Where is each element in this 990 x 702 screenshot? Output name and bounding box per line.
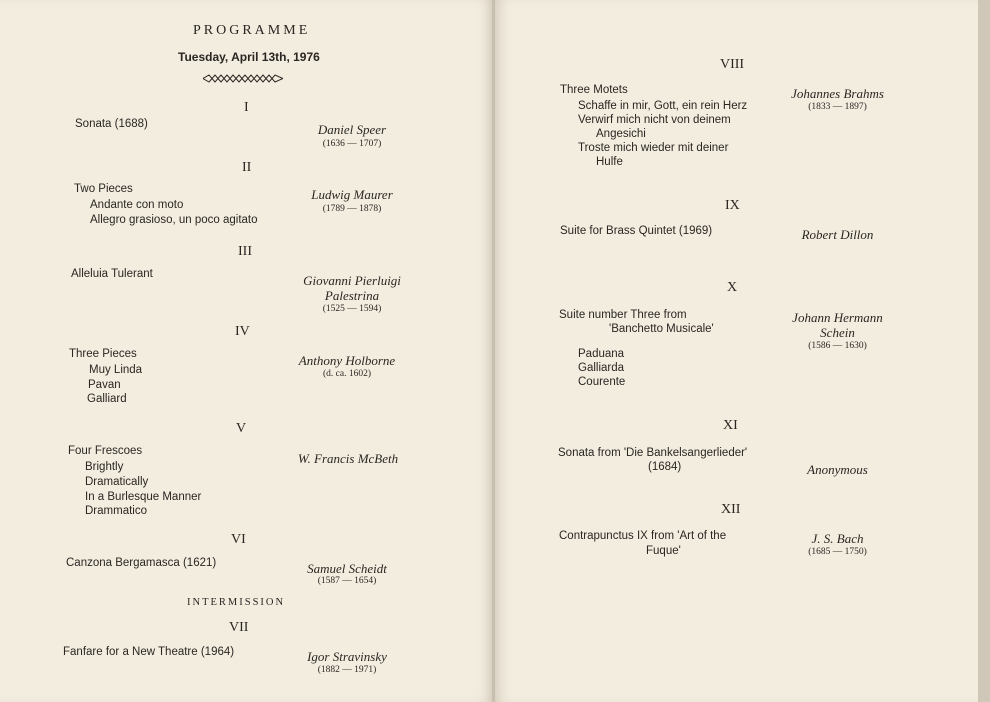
piece-number: II xyxy=(242,160,252,175)
composer-dates: (1882 — 1971) xyxy=(317,665,377,675)
composer-dates: (d. ca. 1602) xyxy=(322,369,371,379)
piece-number: V xyxy=(236,421,247,436)
piece-number: VI xyxy=(231,532,246,547)
piece-title: Suite for Brass Quintet (1969) xyxy=(560,225,713,237)
composer-name: Robert Dillon xyxy=(801,227,874,242)
composer-name: Ludwig Maurer xyxy=(311,187,393,202)
composer-name: Schein xyxy=(820,325,855,340)
movement: Brightly xyxy=(85,461,124,473)
movement: Schaffe in mir, Gott, ein rein Herz xyxy=(578,100,748,112)
piece-number: III xyxy=(238,244,252,259)
piece-number: VIII xyxy=(720,57,745,72)
piece-title: Three Motets xyxy=(560,84,628,96)
piece-title: Suite number Three from xyxy=(559,309,687,321)
page-edge xyxy=(978,0,990,702)
movement: Troste mich wieder mit deiner xyxy=(578,142,729,154)
piece-title: Canzona Bergamasca (1621) xyxy=(66,557,217,569)
movement: Verwirf mich nicht von deinem xyxy=(578,114,731,126)
composer-dates: (1685 — 1750) xyxy=(808,547,867,557)
movement: Pavan xyxy=(88,379,121,391)
composer-name: J. S. Bach xyxy=(811,531,864,546)
composer-name: Johannes Brahms xyxy=(791,86,884,101)
movement: Andante con moto xyxy=(90,199,184,211)
movement: Angesichi xyxy=(596,128,646,140)
piece-title-line2: Fuque' xyxy=(646,545,681,557)
movement: Dramatically xyxy=(85,476,149,488)
intermission-label: INTERMISSION xyxy=(187,597,286,608)
piece-number: X xyxy=(727,280,738,295)
composer-name: Igor Stravinsky xyxy=(307,649,387,664)
composer-name: Anonymous xyxy=(807,462,868,477)
composer-name: Johann Hermann xyxy=(792,310,883,325)
composer-name: Anthony Holborne xyxy=(298,353,396,368)
composer-dates: (1525 — 1594) xyxy=(322,304,382,314)
piece-title: Fanfare for a New Theatre (1964) xyxy=(63,646,235,658)
piece-title: Contrapunctus IX from 'Art of the xyxy=(559,530,727,542)
piece-title: Alleluia Tulerant xyxy=(71,268,153,280)
movement: Hulfe xyxy=(596,156,623,168)
composer-name: W. Francis McBeth xyxy=(297,451,399,466)
piece-title-line2: (1684) xyxy=(648,461,682,473)
movement: Muy Linda xyxy=(89,364,143,376)
composer-name: Samuel Scheidt xyxy=(307,561,387,576)
piece-title: Sonata (1688) xyxy=(75,118,148,130)
ornament-divider-icon xyxy=(203,74,283,83)
composer-name: Giovanni Pierluigi xyxy=(303,273,401,288)
concert-date: Tuesday, April 13th, 1976 xyxy=(178,50,320,64)
piece-title: Three Pieces xyxy=(69,348,137,360)
programme-title: PROGRAMME xyxy=(193,23,311,38)
piece-number: I xyxy=(244,100,249,115)
piece-number: XI xyxy=(723,418,738,433)
piece-number: XII xyxy=(721,502,741,517)
piece-title: Sonata from 'Die Bankelsangerlieder' xyxy=(558,447,748,459)
piece-title: Two Pieces xyxy=(74,183,133,195)
movement: Drammatico xyxy=(85,505,147,517)
composer-dates: (1636 — 1707) xyxy=(322,139,382,149)
piece-title: Four Frescoes xyxy=(68,445,143,457)
movement: Allegro grasioso, un poco agitato xyxy=(90,214,258,226)
movement: Galliarda xyxy=(578,362,625,374)
piece-title-line2: 'Banchetto Musicale' xyxy=(609,323,714,335)
book-spine xyxy=(492,0,495,702)
composer-name: Palestrina xyxy=(324,288,380,303)
composer-dates: (1833 — 1897) xyxy=(808,102,867,112)
movement: Galliard xyxy=(87,393,127,405)
movement: Paduana xyxy=(578,348,625,360)
composer-name: Daniel Speer xyxy=(317,122,387,137)
movement: In a Burlesque Manner xyxy=(85,491,202,503)
composer-dates: (1789 — 1878) xyxy=(322,204,382,214)
composer-dates: (1586 — 1630) xyxy=(808,341,867,351)
movement: Courente xyxy=(578,376,626,388)
piece-number: IX xyxy=(725,198,740,213)
composer-dates: (1587 — 1654) xyxy=(317,576,377,586)
piece-number: IV xyxy=(235,324,250,339)
piece-number: VII xyxy=(229,620,249,635)
